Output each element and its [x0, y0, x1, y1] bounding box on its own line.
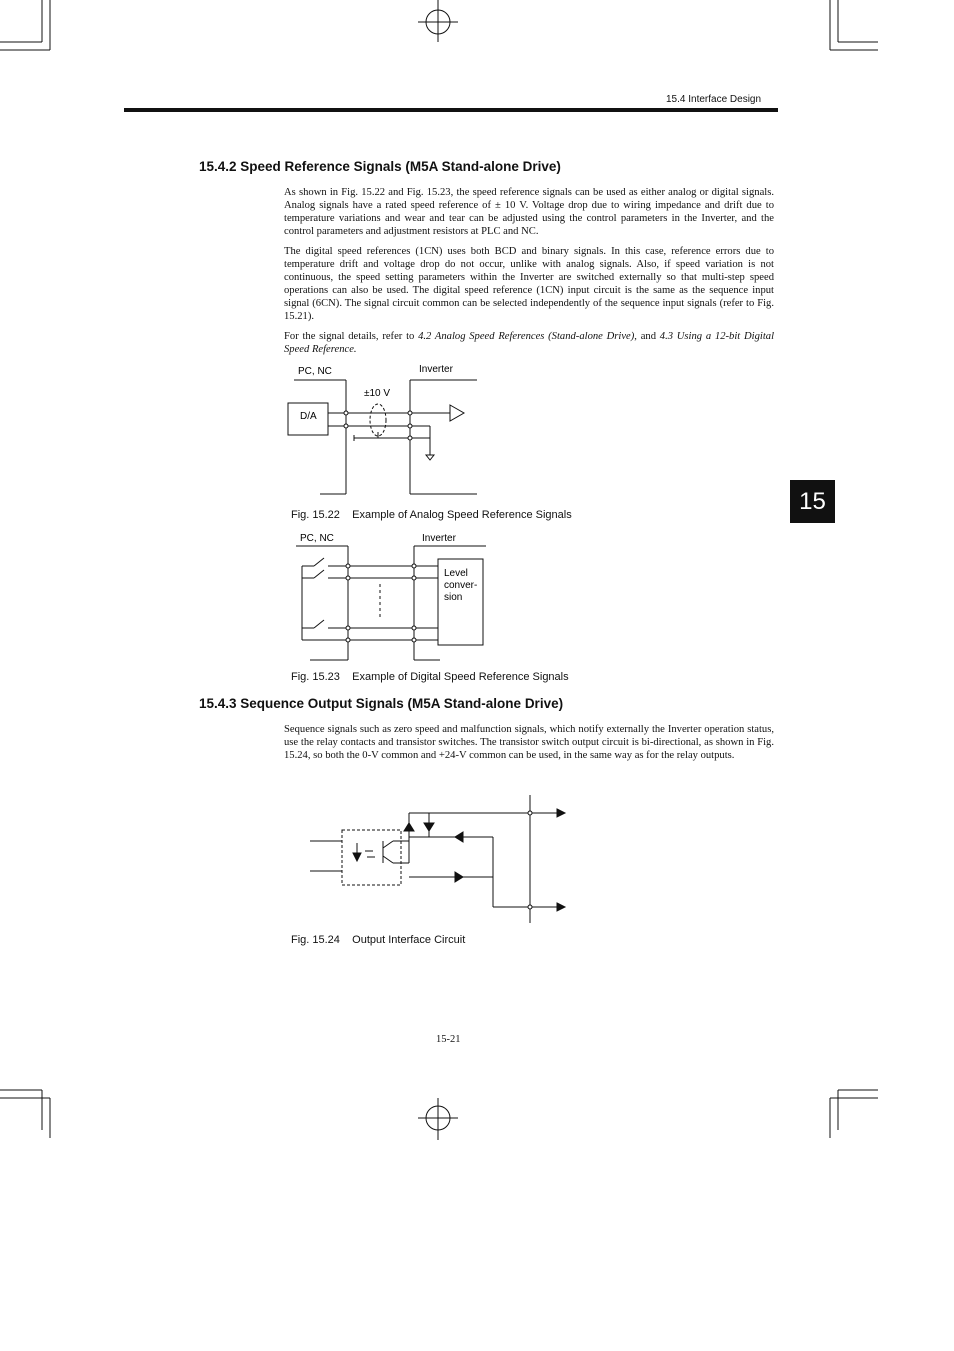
- running-header: 15.4 Interface Design: [666, 94, 762, 105]
- paragraph-4: Sequence signals such as zero speed and malfunction signals, which notify externally the Inverter operation status, use the relay contacts and transistor switches. The transistor switch output circuit is bi-directional, as shown in Fig. 15.24, so both the 0-V common and +24-V common can be used, in the same way as for the relay outputs.: [284, 724, 774, 761]
- header-rule: [124, 108, 778, 112]
- fig22-label-voltage: ±10 V: [364, 388, 391, 399]
- fig23-label-pcnc: PC, NC: [300, 533, 334, 544]
- fig22-label-inverter: Inverter: [419, 364, 453, 375]
- fig22-label-pcnc: PC, NC: [298, 366, 332, 377]
- figure-15-23-diagram: [290, 528, 500, 664]
- paragraph-1: As shown in Fig. 15.22 and Fig. 15.23, the speed reference signals can be used as either analog or digital signals. Analog signals have a rated speed reference of ± 10 V. Voltage drop due to wiring impedance and drift due to temperature variations and wear and tear can be adjusted using the control parameters in the Inverter, and the control parameters and adjustment resistors at PLC and NC.: [284, 187, 774, 237]
- fig23-box-line2: conver-: [444, 580, 478, 591]
- paragraph-3: For the signal details, refer to 4.2 Analog Speed References (Stand-alone Drive), and 4.3 Using a 12-bit Digital Speed Reference.: [284, 331, 775, 355]
- fig23-box-line1: Level: [444, 568, 468, 579]
- fig22-label-da: D/A: [300, 411, 317, 422]
- fig22-caption: Fig. 15.22 Example of Analog Speed Reference Signals: [291, 509, 572, 521]
- page-number: 15-21: [436, 1034, 461, 1045]
- fig23-label-inverter: Inverter: [422, 533, 456, 544]
- paragraph-2: The digital speed references (1CN) uses both BCD and binary signals. In this case, reference errors due to temperature drift and voltage drop do not occur, unlike with analog signals. Also, if speed variation is not continuous, the speed setting parameters within the Inverter are switched externally so that multi-step speed operations can also be used. The digital speed reference (1CN) input circuit is the same as the sequence input signal (6CN). The signal circuit common can be selected independently of the sequence input signals (refer to Fig. 15.21).: [284, 246, 774, 322]
- figure-15-22-diagram: [280, 360, 500, 500]
- fig23-caption: Fig. 15.23 Example of Digital Speed Reference Signals: [291, 671, 569, 683]
- figure-15-24-diagram: [305, 793, 570, 928]
- fig23-box-line3: sion: [444, 592, 463, 603]
- fig24-caption: Fig. 15.24 Output Interface Circuit: [291, 934, 466, 946]
- chapter-tab: 15: [790, 480, 835, 523]
- section-heading-15-4-3: 15.4.3 Sequence Output Signals (M5A Stand-alone Drive): [199, 696, 564, 711]
- section-heading-15-4-2: 15.4.2 Speed Reference Signals (M5A Stand-alone Drive): [199, 159, 561, 174]
